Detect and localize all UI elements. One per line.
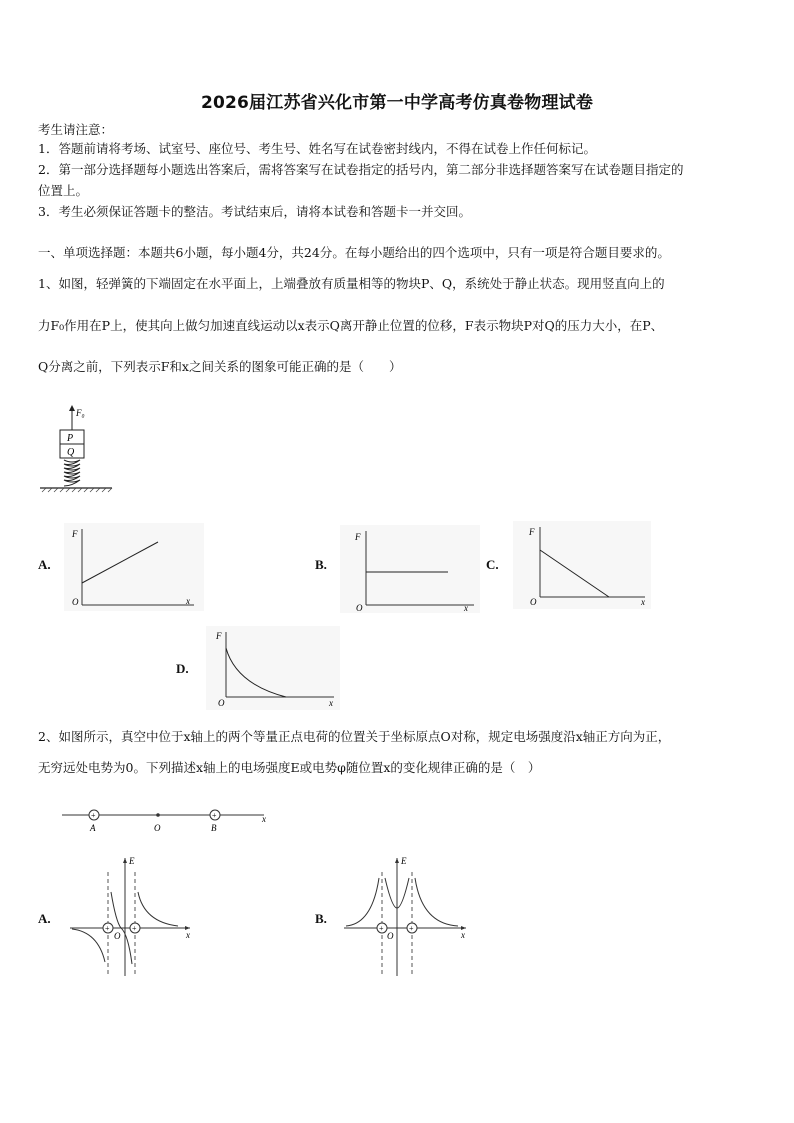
page-title: 2026届江苏省兴化市第一中学高考仿真卷物理试卷: [200, 93, 594, 113]
svg-text:+: +: [379, 924, 384, 933]
force-label: F₀: [76, 408, 85, 418]
q1-graph-a: [64, 523, 204, 611]
label-x: x: [262, 814, 266, 824]
x-axis-label: x: [641, 597, 645, 607]
q2-text-line2: 无穷远处电势为0。下列描述x轴上的电场强度E或电势φ随位置x的变化规律正确的是（ ）: [38, 760, 541, 775]
y-axis-label: E: [129, 856, 135, 866]
curve-right-outer: [138, 892, 178, 926]
spring: [64, 460, 80, 486]
x-axis-label: x: [186, 596, 190, 606]
q1-option-a-label: A.: [38, 557, 51, 572]
q1-graph-d: [206, 626, 340, 710]
notice-item-3: 3．考生必须保证答题卡的整洁。考试结束后，请将本试卷和答题卡一并交回。: [38, 204, 471, 219]
q1-graph-c: [513, 521, 651, 609]
y-axis-label: F: [529, 527, 535, 537]
x-axis-label: x: [329, 698, 333, 708]
origin-dot: [156, 813, 160, 817]
plus-sign-b: +: [212, 811, 217, 820]
label-b: B: [211, 823, 217, 833]
x-axis-label: x: [464, 603, 468, 613]
q1-option-d-label: D.: [176, 661, 189, 676]
curve-left-outer: [72, 929, 105, 962]
origin-label: O: [114, 931, 121, 941]
origin-label: O: [387, 931, 394, 941]
label-a: A: [90, 823, 96, 833]
curve-right-outer: [415, 878, 458, 926]
svg-text:+: +: [409, 924, 414, 933]
ground-hatch: [42, 488, 112, 492]
block-p-label: P: [67, 433, 74, 444]
notice-item-2: 2．第一部分选择题每小题选出答案后，需将答案写在试卷指定的括号内，第二部分非选择题答案写在试卷题目指定的: [38, 162, 684, 177]
q2-text-line1: 2、如图所示，真空中位于x轴上的两个等量正点电荷的位置关于坐标原点O对称，规定电场强度沿x轴正方向为正，: [38, 729, 671, 744]
label-o: O: [154, 823, 161, 833]
svg-text:+: +: [132, 924, 137, 933]
origin-label: O: [218, 698, 225, 708]
y-axis-label: E: [401, 856, 407, 866]
notice-heading: 考生请注意：: [38, 122, 114, 137]
block-q-label: Q: [67, 447, 75, 458]
curve-left-outer: [346, 878, 379, 926]
q2-graph-b: [342, 852, 472, 980]
notice-item-1: 1．答题前请将考场、试室号、座位号、考生号、姓名写在试卷密封线内，不得在试卷上作任何标记。: [38, 141, 596, 156]
x-axis-label: x: [461, 930, 465, 940]
q1-graph-b: [340, 525, 480, 613]
q2-graph-a: [68, 852, 198, 980]
x-axis-label: x: [186, 930, 190, 940]
q1-option-c-label: C.: [486, 557, 499, 572]
y-axis-label: F: [216, 631, 222, 641]
q2-option-a-label: A.: [38, 911, 51, 926]
q2-option-b-label: B.: [315, 911, 327, 926]
plus-sign-a: +: [91, 811, 96, 820]
y-axis-label: F: [72, 529, 78, 539]
origin-label: O: [530, 597, 537, 607]
q2-charge-axis: [58, 804, 278, 836]
q1-option-b-label: B.: [315, 557, 327, 572]
origin-label: O: [72, 597, 79, 607]
y-axis-label: F: [355, 532, 361, 542]
q1-text-line3: Q分离之前，下列表示F和x之间关系的图象可能正确的是（ ）: [38, 359, 402, 374]
q1-text-line1: 1、如图，轻弹簧的下端固定在水平面上，上端叠放有质量相等的物块P、Q，系统处于静止状态。现用竖直向上的: [38, 276, 665, 291]
notice-item-2-cont: 位置上。: [38, 183, 89, 198]
origin-label: O: [356, 603, 363, 613]
svg-text:+: +: [105, 924, 110, 933]
q1-text-line2: 力F₀作用在P上，使其向上做匀加速直线运动以x表示Q离开静止位置的位移，F表示物块P对Q的压力大小，在P、: [38, 318, 664, 333]
spring-block-diagram: [36, 402, 126, 497]
section-heading: 一、单项选择题：本题共6小题，每小题4分，共24分。在每小题给出的四个选项中，只有一项是符合题目要求的。: [38, 245, 670, 260]
